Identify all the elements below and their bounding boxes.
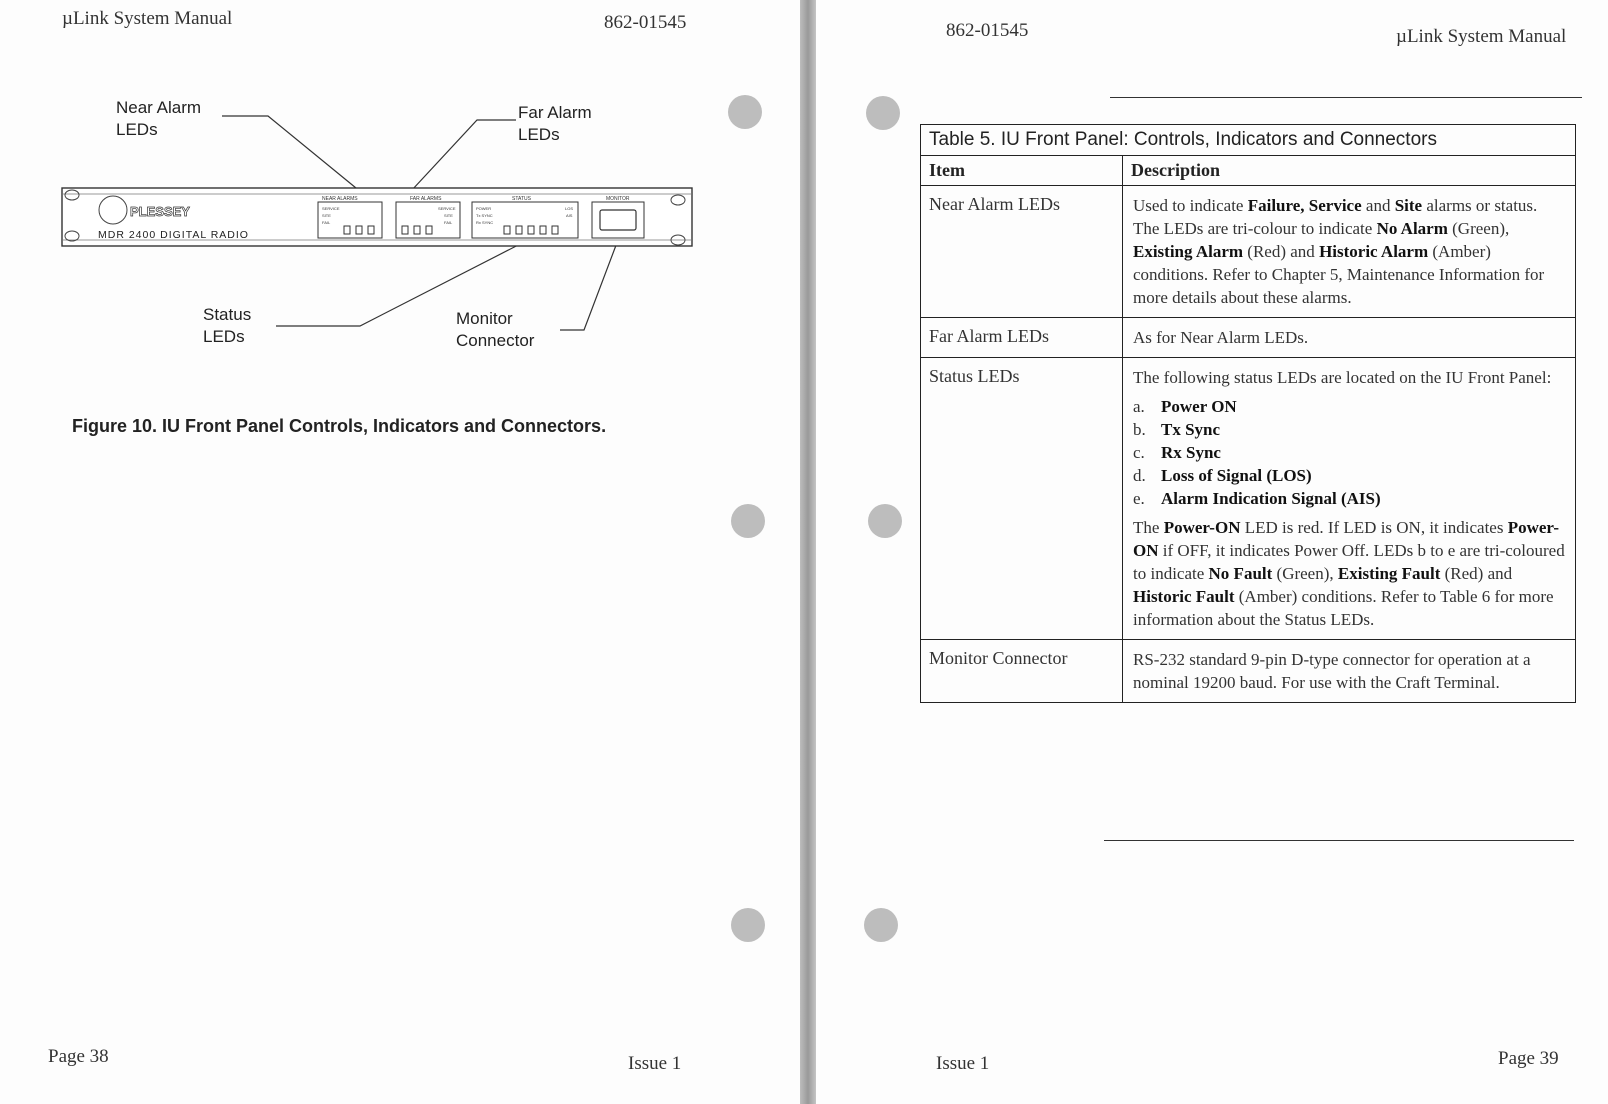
svg-text:SITE: SITE (322, 213, 331, 218)
left-header-doc-number: 862-01545 (604, 12, 687, 33)
table-row (921, 186, 1576, 318)
table-row (921, 318, 1576, 358)
right-footer-issue: Issue 1 (936, 1053, 990, 1074)
svg-text:AIS: AIS (566, 213, 573, 218)
table-caption: Table 5. IU Front Panel: Controls, Indicators and Connectors (921, 125, 1576, 156)
callout-monitor-connector: Monitor Connector (456, 309, 535, 350)
figure-caption: Figure 10. IU Front Panel Controls, Indicators and Connectors. (72, 416, 607, 436)
punch-hole-icon (728, 95, 762, 129)
desc-near-alarm-leds: Used to indicate Failure, Service and Site alarms or status. The LEDs are tri-colour to indicate No Alarm (Green), Existing Alarm (Red) and Historic Alarm (Amber) conditions. Refer to Chapter 5, Maintenance Information for more details about these alarms. (1123, 186, 1576, 318)
item-far-alarm-leds: Far Alarm LEDs (921, 318, 1123, 358)
iu-front-panel-diagram (0, 0, 800, 400)
callout-status-leds: Status LEDs (203, 305, 252, 346)
svg-text:SERVICE: SERVICE (322, 206, 340, 211)
item-near-alarm-leds: Near Alarm LEDs (921, 186, 1123, 318)
leader-monitor (560, 240, 618, 330)
punch-hole-icon (731, 908, 765, 942)
panel-brand: PLESSEY (130, 204, 190, 219)
left-page (0, 0, 800, 1104)
callout-near-alarm-leds: Near Alarm LEDs (116, 98, 202, 139)
panel-model: MDR 2400 DIGITAL RADIO (98, 229, 249, 241)
near-alarms-label: NEAR ALARMS (322, 196, 358, 202)
punch-hole-icon (868, 504, 902, 538)
svg-text:FAIL: FAIL (322, 220, 331, 225)
column-header-description: Description (1123, 156, 1576, 186)
item-status-leds: Status LEDs (921, 358, 1123, 640)
punch-hole-icon (864, 908, 898, 942)
left-footer-page: Page 38 (48, 1046, 109, 1067)
svg-text:Tx SYNC: Tx SYNC (476, 213, 493, 218)
top-rule (1110, 97, 1582, 98)
monitor-label: MONITOR (606, 196, 630, 202)
list-item: b. Tx Sync (1133, 420, 1221, 439)
list-item: c. Rx Sync (1133, 443, 1221, 462)
table-row (921, 640, 1576, 703)
svg-text:SITE: SITE (444, 213, 453, 218)
status-label: STATUS (512, 196, 531, 202)
leader-far-alarm (412, 120, 516, 190)
punch-hole-icon (866, 96, 900, 130)
status-intro: The following status LEDs are located on the IU Front Panel: (1133, 368, 1552, 387)
list-item: e. Alarm Indication Signal (AIS) (1133, 489, 1381, 508)
desc-monitor-connector: RS-232 standard 9-pin D-type connector for operation at a nominal 19200 baud. For use with the Craft Terminal. (1123, 640, 1576, 703)
list-item: a. Power ON (1133, 397, 1237, 416)
svg-text:POWER: POWER (476, 206, 492, 211)
column-header-item: Item (921, 156, 1123, 186)
svg-text:FAIL: FAIL (444, 220, 453, 225)
item-monitor-connector: Monitor Connector (921, 640, 1123, 703)
far-alarms-label: FAR ALARMS (410, 196, 442, 202)
bottom-rule (1104, 840, 1574, 841)
status-details: The Power-ON LED is red. If LED is ON, it indicates Power-ON if OFF, it indicates Power Off. LEDs b to e are tri-coloured to indicate No Fault (Green), Existing Fault (Red) and Historic Fault (Amber) conditions. Refer to Table 6 for more information about the Status LEDs. (1133, 518, 1565, 629)
right-footer-page: Page 39 (1498, 1048, 1559, 1069)
book-spine (800, 0, 816, 1104)
right-header-doc-number: 862-01545 (946, 20, 1029, 41)
desc-status-leds (1123, 358, 1576, 640)
table-5 (920, 124, 1576, 703)
desc-far-alarm-leds: As for Near Alarm LEDs. (1123, 318, 1576, 358)
svg-text:LOS: LOS (565, 206, 574, 211)
punch-hole-icon (731, 504, 765, 538)
svg-text:Rx SYNC: Rx SYNC (476, 220, 494, 225)
left-header-title: µLink System Manual (62, 8, 233, 29)
svg-text:SERVICE: SERVICE (438, 206, 456, 211)
list-item: d. Loss of Signal (LOS) (1133, 466, 1312, 485)
callout-far-alarm-leds: Far Alarm LEDs (518, 103, 592, 144)
leader-near-alarm (222, 116, 356, 188)
table-row (921, 358, 1576, 640)
right-header-title: µLink System Manual (1396, 26, 1567, 47)
leader-status (276, 240, 528, 326)
left-footer-issue: Issue 1 (628, 1053, 682, 1074)
status-led-list (1133, 395, 1565, 510)
